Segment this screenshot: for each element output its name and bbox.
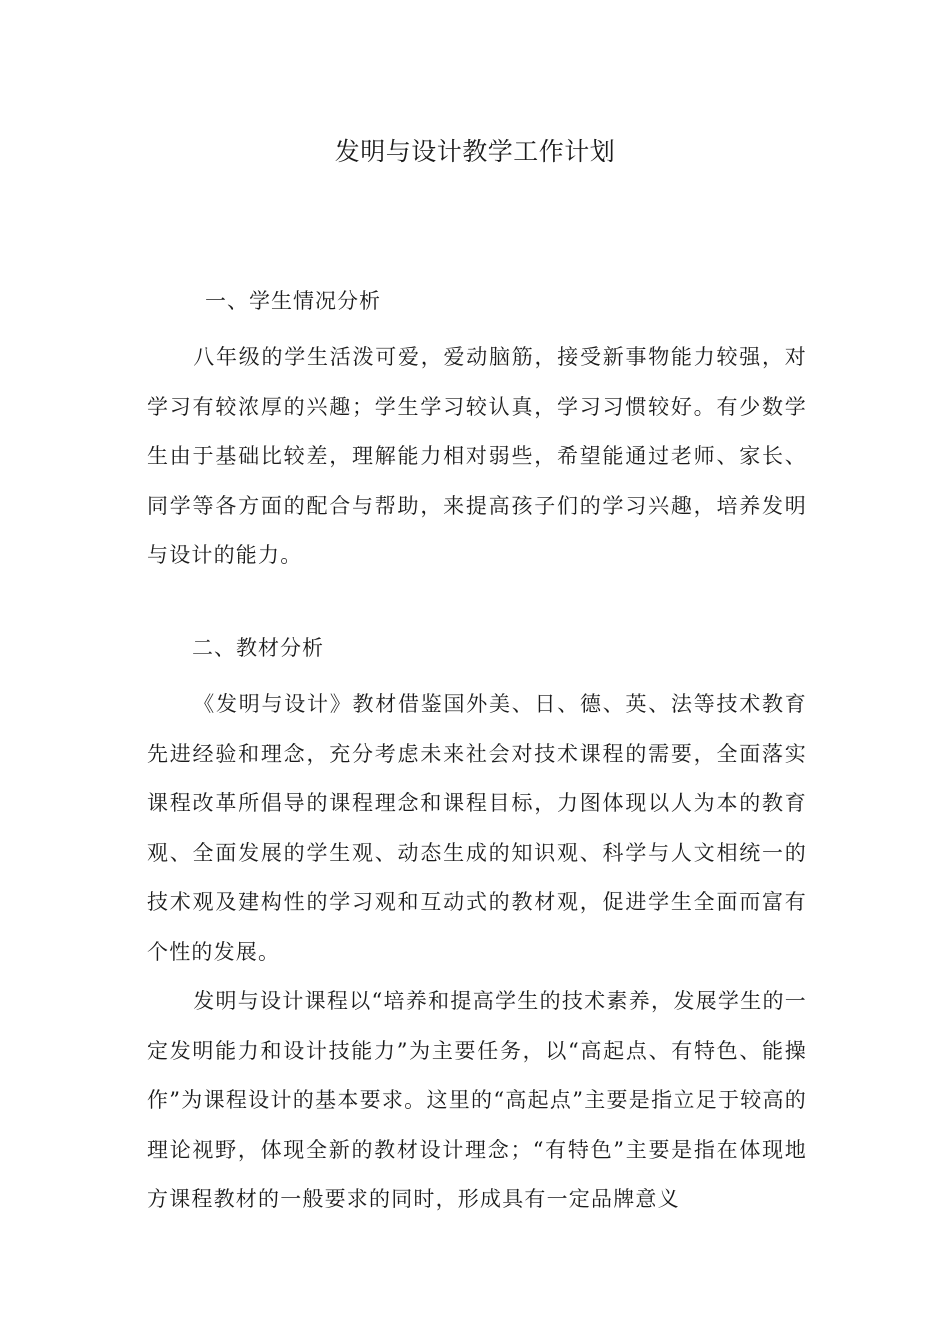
- paragraph: 《发明与设计》教材借鉴国外美、日、德、英、法等技术教育先进经验和理念，充分考虑未来社会对技术课程的需要，全面落实课程改革所倡导的课程理念和课程目标，力图体现以人为本的教育观、全面发展的学生观、动态生成的知识观、科学与人文相统一的技术观及建构性的学习观和互动式的教材观，促进学生全面而富有个性的发展。: [147, 692, 807, 964]
- paragraph: 八年级的学生活泼可爱，爱动脑筋，接受新事物能力较强，对学习有较浓厚的兴趣；学生学习较认真，学习习惯较好。有少数学生由于基础比较差，理解能力相对弱些，希望能通过老师、家长、同学等各方面的配合与帮助，来提高孩子们的学习兴趣，培养发明与设计的能力。: [147, 345, 807, 567]
- section-heading: 一、学生情况分析: [205, 289, 381, 313]
- section-student-analysis: [147, 281, 807, 581]
- section-heading: 二、教材分析: [192, 636, 324, 660]
- section-textbook-analysis: [147, 628, 807, 1225]
- paragraph: 发明与设计课程以“培养和提高学生的技术素养，发展学生的一定发明能力和设计技能力”为主要任务，以“高起点、有特色、能操作”为课程设计的基本要求。这里的“高起点”主要是指立足于较高的理论视野，体现全新的教材设计理念；“有特色”主要是指在体现地方课程教材的一般要求的同时，形成具有一定品牌意义: [147, 989, 807, 1211]
- document-title: 发明与设计教学工作计划: [334, 137, 616, 166]
